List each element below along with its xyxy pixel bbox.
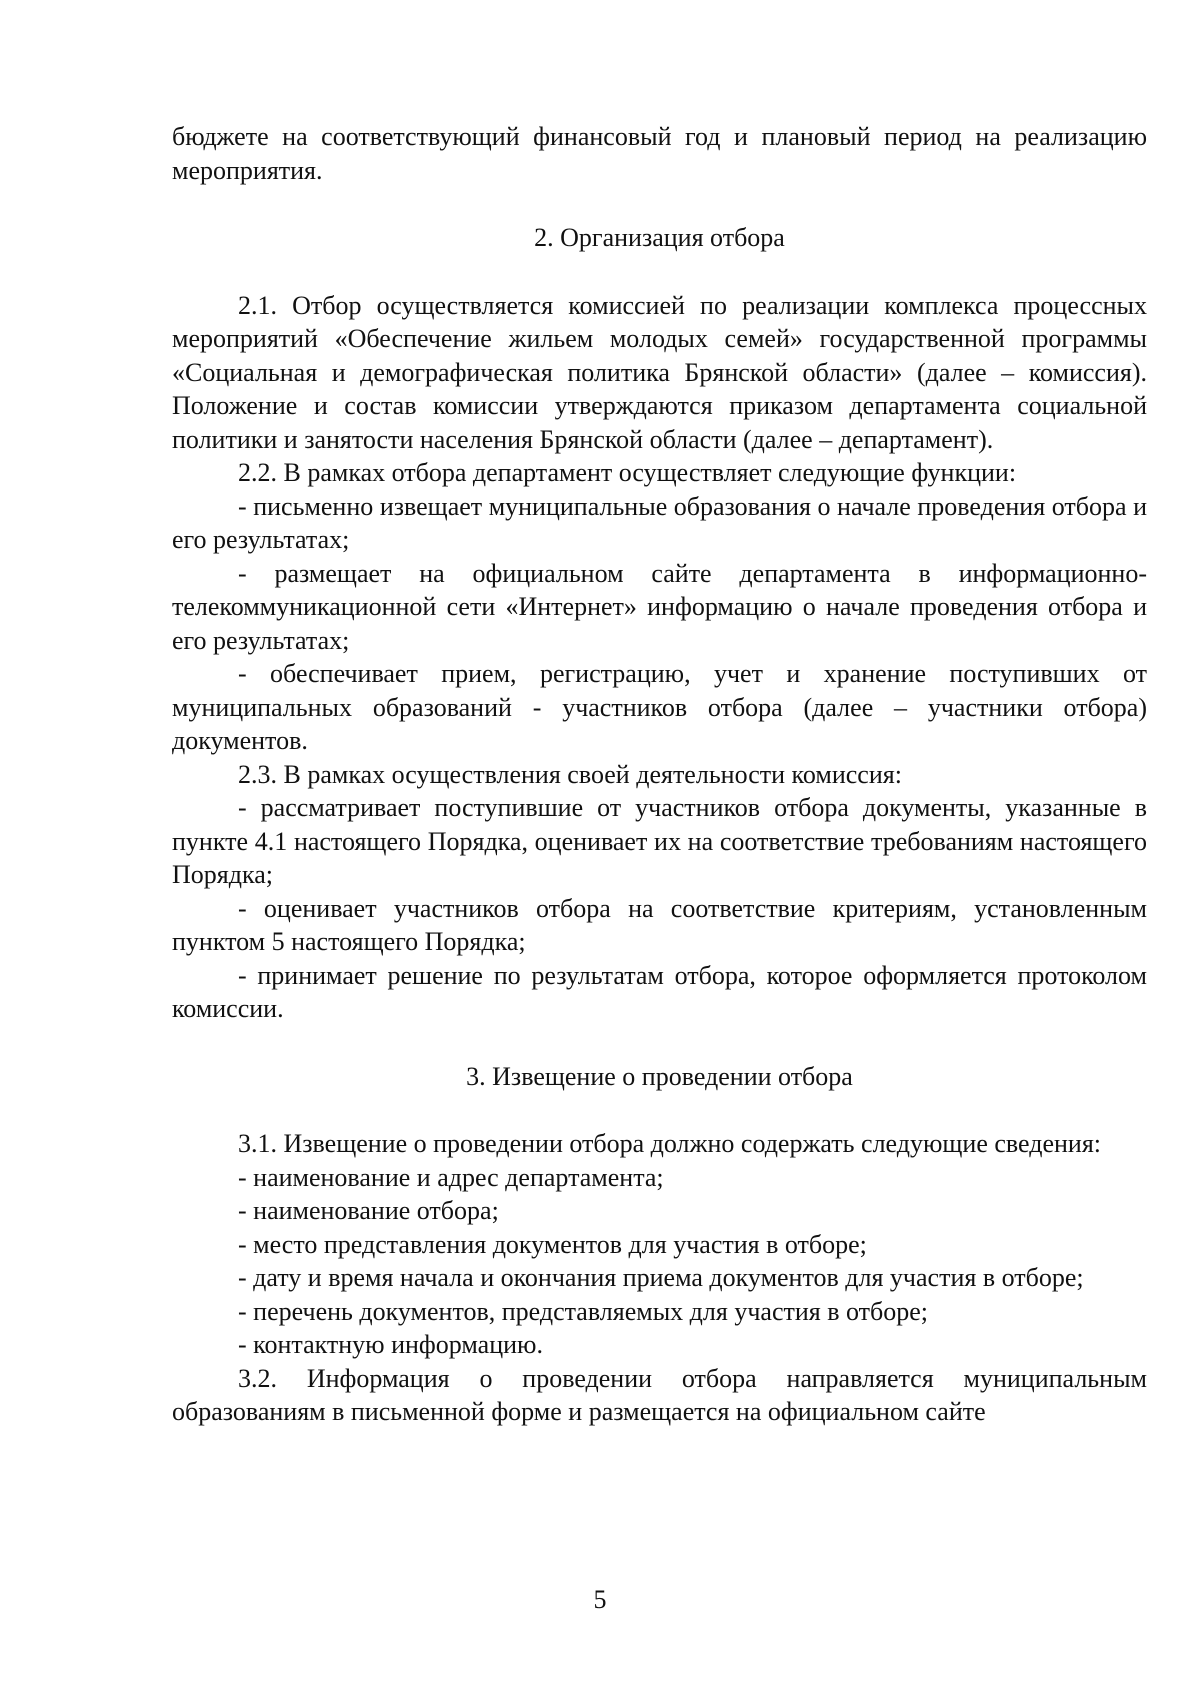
list-item: - принимает решение по результатам отбора, которое оформляется протоколом комиссии. (172, 960, 1147, 1023)
paragraph-3-2: 3.2. Информация о проведении отбора направляется муниципальным образованиям в письменной форме и размещается на официальном сайте (172, 1363, 1147, 1426)
list-item: - перечень документов, представляемых для участия в отборе; (238, 1296, 929, 1326)
list-item: - письменно извещает муниципальные образования о начале проведения отбора и его результатах; (172, 491, 1147, 554)
paragraph-3-1: 3.1. Извещение о проведении отбора должно содержать следующие сведения: (238, 1129, 1102, 1158)
section-2-heading: 2. Организация отбора (534, 223, 785, 252)
list-item: - оценивает участников отбора на соответствие критериям, установленным пунктом 5 настоящего Порядка; (172, 893, 1147, 956)
paragraph-continuation: бюджете на соответствующий финансовый год и плановый период на реализацию мероприятия. (172, 122, 1147, 185)
paragraph-2-1: 2.1. Отбор осуществляется комиссией по реализации комплекса процессных мероприятий «Обеспечение жильем молодых семей» государственной программы «Социальная и демографическая политика Брянской области» (далее – комиссия). Положение и состав комиссии утверждаются приказом департамента социальной политики и занятости населения Брянской области (далее – департамент). (172, 290, 1147, 454)
paragraph-2-2: 2.2. В рамках отбора департамент осуществляет следующие функции: (238, 458, 1017, 487)
document-page (172, 120, 1147, 1429)
list-item: - размещает на официальном сайте департамента в информационно-телекоммуникационной сети «Интернет» информацию о начале проведения отбора и его результатах; (172, 558, 1147, 655)
list-item: - обеспечивает прием, регистрацию, учет и хранение поступивших от муниципальных образований - участников отбора (далее – участники отбора) документов. (172, 659, 1147, 755)
page-number: 5 (593, 1585, 607, 1614)
list-item: - наименование отбора; (238, 1196, 499, 1225)
list-item: - место представления документов для участия в отборе; (238, 1229, 867, 1259)
list-item: - наименование и адрес департамента; (238, 1162, 664, 1192)
list-item: - рассматривает поступившие от участников отбора документы, указанные в пункте 4.1 настоящего Порядка, оценивает их на соответствие требованиям настоящего Порядка; (172, 793, 1147, 889)
paragraph-2-3: 2.3. В рамках осуществления своей деятельности комиссия: (238, 759, 902, 789)
section-3-heading: 3. Извещение о проведении отбора (466, 1061, 853, 1091)
list-item: - контактную информацию. (238, 1330, 543, 1359)
list-item: - дату и время начала и окончания приема документов для участия в отборе; (238, 1263, 1084, 1292)
